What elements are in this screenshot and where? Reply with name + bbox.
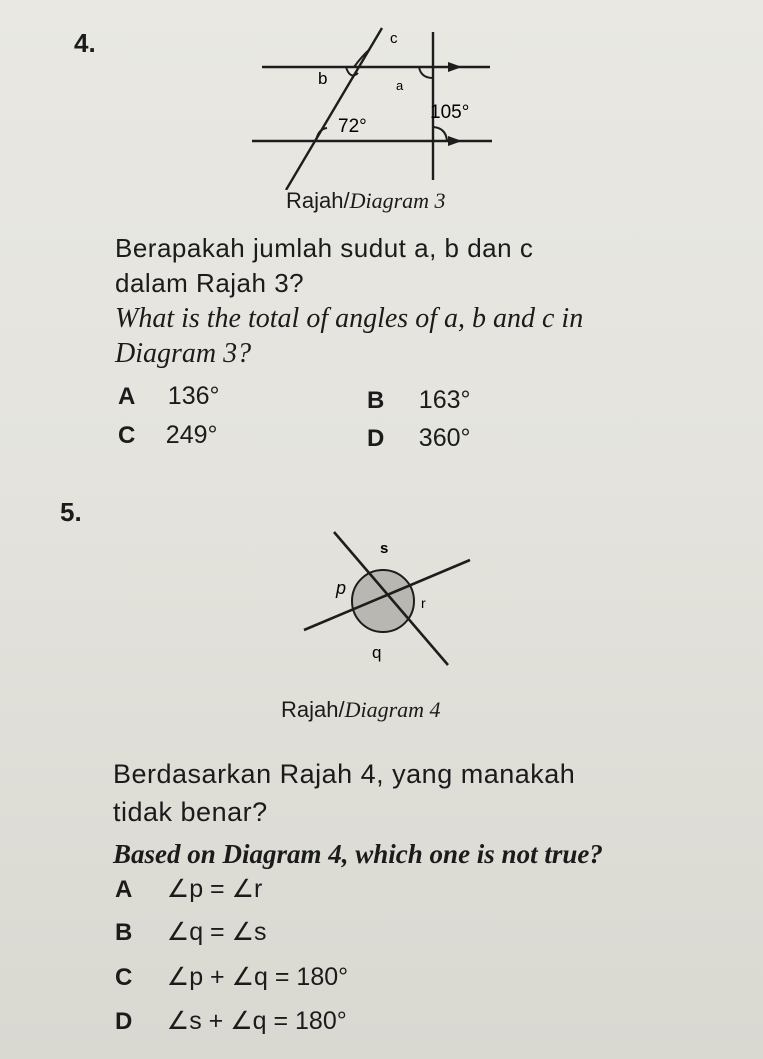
angle-c-arc <box>354 49 370 67</box>
option-letter: B <box>115 919 133 946</box>
label-b: b <box>318 69 328 88</box>
caption-en: Diagram 4 <box>344 697 441 722</box>
q4-option-b[interactable] <box>367 386 471 415</box>
q5-question-en: Based on Diagram 4, which one is not true? <box>113 839 603 869</box>
label-s: s <box>380 540 389 557</box>
q4-question-en-line1: What is the total of angles of a, b and c in <box>115 303 584 334</box>
angle-72-arc <box>316 128 327 141</box>
q4-option-a[interactable] <box>118 382 220 411</box>
q5-option-d[interactable] <box>115 1006 347 1036</box>
label-r: r <box>421 595 426 611</box>
angle-105-arc <box>433 127 447 141</box>
option-text: ∠p + ∠q = 180° <box>166 963 349 991</box>
label-p: p <box>336 578 347 598</box>
option-text: 136° <box>167 382 220 410</box>
question-5-number: 5. <box>60 497 82 527</box>
caption-ms: Rajah/ <box>286 188 350 213</box>
option-text: 360° <box>418 424 471 452</box>
q4-question-ms-line1: Berapakah jumlah sudut a, b dan c <box>115 233 534 263</box>
q5-option-a[interactable] <box>115 874 262 904</box>
option-letter: D <box>115 1008 133 1035</box>
diagram-3-caption <box>286 188 446 214</box>
option-letter: D <box>367 425 385 452</box>
option-text: ∠s + ∠q = 180° <box>166 1007 347 1035</box>
q5-option-b[interactable] <box>115 917 267 947</box>
option-letter: A <box>115 876 133 903</box>
caption-ms: Rajah/ <box>281 697 345 722</box>
option-text: 249° <box>165 421 218 449</box>
parallel-arrow-top <box>448 62 462 72</box>
label-q: q <box>372 643 382 662</box>
q4-question-en-line2: Diagram 3? <box>115 338 252 369</box>
diagram-4-caption <box>281 697 441 723</box>
option-text: ∠p = ∠r <box>166 875 263 903</box>
option-letter: C <box>118 422 136 449</box>
q5-question-ms-line2: tidak benar? <box>113 797 268 827</box>
label-72: 72° <box>338 116 367 137</box>
option-letter: A <box>118 383 136 410</box>
label-105: 105° <box>430 102 470 123</box>
option-text: 163° <box>418 386 471 414</box>
label-a: a <box>396 78 404 93</box>
option-letter: B <box>367 387 385 414</box>
option-letter: C <box>115 964 133 991</box>
option-text: ∠q = ∠s <box>166 918 267 946</box>
q4-option-c[interactable] <box>118 421 218 450</box>
q5-option-c[interactable] <box>115 962 348 992</box>
parallel-arrow-bottom <box>448 136 462 146</box>
question-4-number: 4. <box>74 28 96 58</box>
q4-question-ms-line2: dalam Rajah 3? <box>115 268 305 298</box>
diagram-4 <box>290 530 480 690</box>
caption-en: Diagram 3 <box>349 188 446 213</box>
q4-option-d[interactable] <box>367 424 471 453</box>
angle-a-arc <box>419 67 433 78</box>
diagram-3 <box>250 20 510 190</box>
angle-circle <box>352 570 414 632</box>
label-c: c <box>390 30 398 47</box>
q5-question-ms-line1: Berdasarkan Rajah 4, yang manakah <box>113 759 576 789</box>
